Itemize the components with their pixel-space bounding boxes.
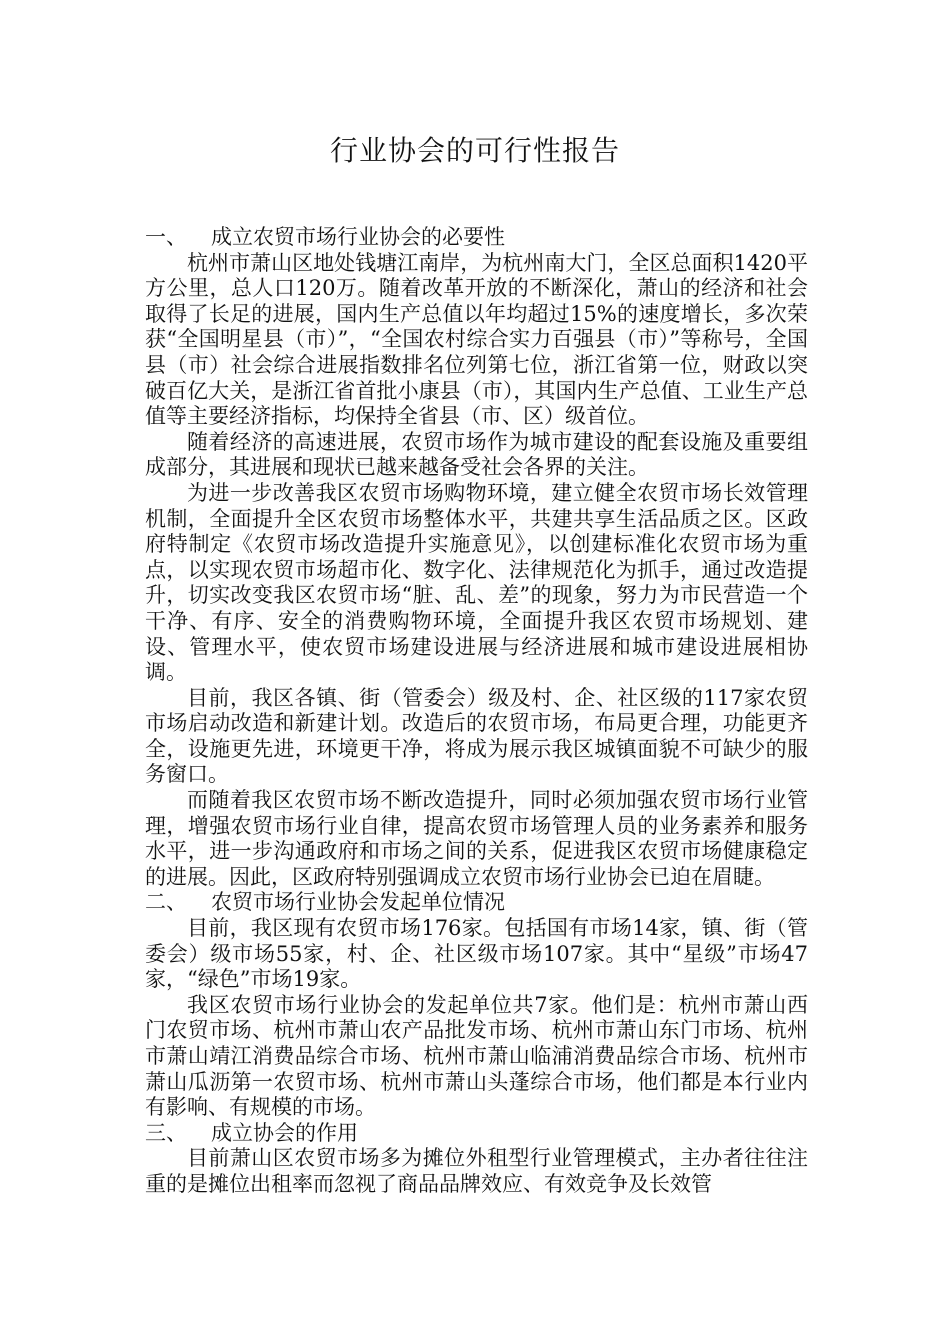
document-body	[145, 225, 808, 1198]
paragraph: 目前，我区现有农贸市场176家。包括国有市场14家，镇、街（管委会）级市场55家，村、企、社区级市场107家。其中“星级”市场47家，“绿色”市场19家。	[145, 916, 808, 992]
section-heading-text: 农贸市场行业协会发起单位情况	[211, 890, 505, 915]
document-title: 行业协会的可行性报告	[329, 134, 620, 167]
paragraph: 随着经济的高速进展，农贸市场作为城市建设的配套设施及重要组成部分，其进展和现状已越来越备受社会各界的关注。	[145, 429, 808, 480]
paragraph: 而随着我区农贸市场不断改造提升，同时必须加强农贸市场行业管理，增强农贸市场行业自律，提高农贸市场管理人员的业务素养和服务水平，进一步沟通政府和市场之间的关系，促进我区农贸市场健康稳定的进展。因此，区政府特别强调成立农贸市场行业协会已迫在眉睫。	[145, 788, 808, 889]
section-heading-text: 成立协会的作用	[211, 1120, 358, 1145]
paragraph: 杭州市萧山区地处钱塘江南岸，为杭州南大门，全区总面积1420平方公里，总人口120万。随着改革开放的不断深化，萧山的经济和社会取得了长足的进展，国内生产总值以年均超过15%的速度增长，多次荣获“全国明星县（市）”，“全国农村综合实力百强县（市）”等称号，全国县（市）社会综合进展指数排名位列第七位，浙江省第一位，财政以突破百亿大关，是浙江省首批小康县（市），其国内生产总值、工业生产总值等主要经济指标，均保持全省县（市、区）级首位。	[145, 250, 808, 429]
section-heading	[145, 890, 808, 916]
section-number: 三、	[145, 1120, 187, 1145]
section-number: 二、	[145, 890, 187, 915]
paragraph: 目前，我区各镇、街（管委会）级及村、企、社区级的117家农贸市场启动改造和新建计划。改造后的农贸市场，布局更合理，功能更齐全，设施更先进，环境更干净，将成为展示我区城镇面貌不可缺少的服务窗口。	[145, 685, 808, 787]
section-heading	[145, 1121, 808, 1147]
paragraph: 目前萧山区农贸市场多为摊位外租型行业管理模式，主办者往往注重的是摊位出租率而忽视了商品品牌效应、有效竞争及长效管	[145, 1146, 808, 1196]
paragraph: 我区农贸市场行业协会的发起单位共7家。他们是：杭州市萧山西门农贸市场、杭州市萧山农产品批发市场、杭州市萧山东门市场、杭州市萧山靖江消费品综合市场、杭州市萧山临浦消费品综合市场、杭州市萧山瓜沥第一农贸市场、杭州市萧山头蓬综合市场，他们都是本行业内有影响、有规模的市场。	[145, 992, 808, 1120]
section-heading	[145, 225, 808, 251]
section-heading-text: 成立农贸市场行业协会的必要性	[211, 225, 505, 249]
paragraph: 为进一步改善我区农贸市场购物环境，建立健全农贸市场长效管理机制，全面提升全区农贸市场整体水平，共建共享生活品质之区。区政府特制定《农贸市场改造提升实施意见》，以创建标准化农贸市场为重点，以实现农贸市场超市化、数字化、法律规范化为抓手，通过改造提升，切实改变我区农贸市场“脏、乱、差”的现象，努力为市民营造一个干净、有序、安全的消费购物环境，全面提升我区农贸市场规划、建设、管理水平，使农贸市场建设进展与经济进展和城市建设进展相协调。	[145, 480, 808, 685]
section-number: 一、	[145, 225, 187, 249]
